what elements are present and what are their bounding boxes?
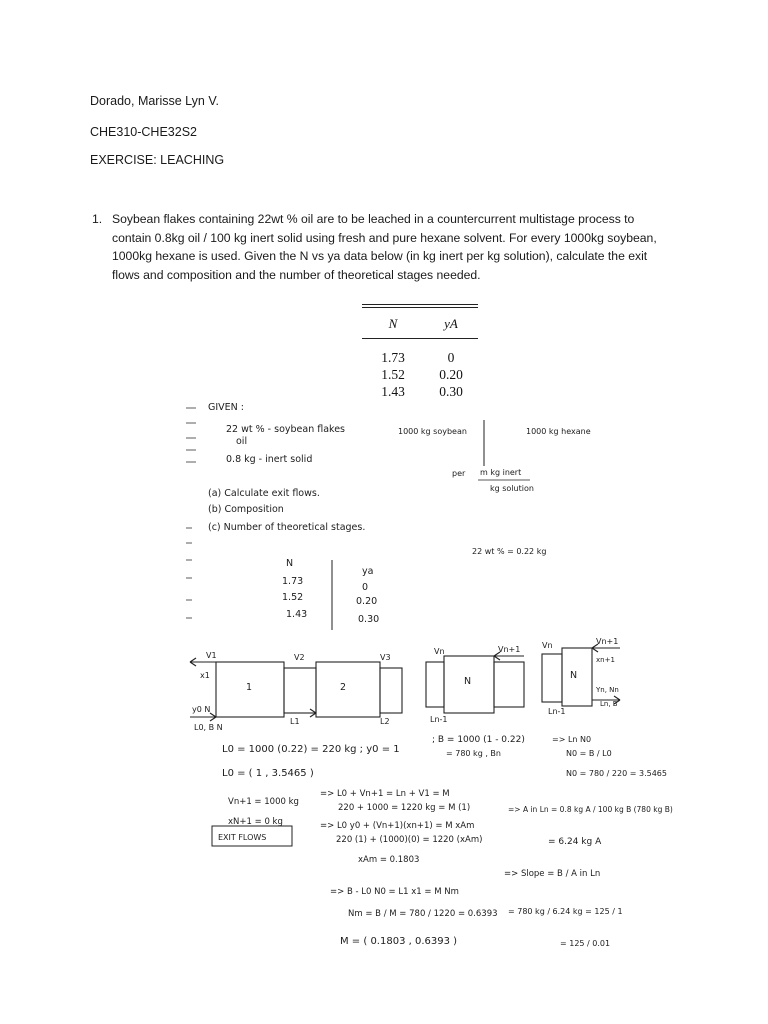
hw-given-2: 0.8 kg - inert solid [226,454,313,465]
hw-d-stage-1: 1 [246,682,253,693]
hw-d-lnb: Ln, B [600,700,618,708]
hw-d-vn-b: Vn [542,641,553,650]
hw-table-ya: ya [362,566,374,577]
hw-eq-5: N0 = B / L0 [566,749,612,758]
hw-part-a: (a) Calculate exit flows. [208,488,320,499]
table-header-ya: yA [444,316,458,331]
table-cell: 0 [447,350,455,365]
hw-eq-22: Nm = B / M = 780 / 1220 = 0.6393 [348,909,498,919]
hw-table-n: N [286,558,294,569]
hw-n-1: 1.73 [282,576,304,587]
problem-number: 1. [92,212,103,226]
hw-soybean: 1000 kg soybean [398,427,467,436]
hw-eq-21: => B - L0 N0 = L1 x1 = M Nm [330,887,459,897]
hw-eq-16: => A in Ln = 0.8 kg A / 100 kg B (780 kg B) [508,805,673,814]
hw-y-3: 0.30 [358,614,380,625]
hw-d-y0n: y0 N [192,705,211,714]
hw-eq-14: 220 (1) + (1000)(0) = 1220 (xAm) [336,835,483,845]
hw-wt: 22 wt % = 0.22 kg [472,547,547,556]
stage-n-right-box [494,662,524,707]
hw-eq-18: => Slope = B / A in Ln [504,869,601,879]
hw-d-yn: Yn, Nn [596,686,619,694]
hw-d-ln1-b: Ln-1 [548,707,566,716]
hw-d-vn: Vn [434,647,445,656]
hw-eq-17: = 6.24 kg A [548,837,602,847]
hw-d-v1: V1 [206,651,217,660]
hw-eq-4: => Ln N0 [552,735,592,744]
table-cell: 0.20 [439,367,463,382]
table-cell: 1.43 [381,384,405,399]
hw-eq-19: = 780 kg / 6.24 kg = 125 / 1 [508,907,623,916]
hw-n-2: 1.52 [282,592,304,603]
hw-eq-15: xAm = 0.1803 [358,855,420,865]
author-name: Dorado, Marisse Lyn V. [90,94,219,108]
hw-eq-6: N0 = 780 / 220 = 3.5465 [566,769,667,778]
hw-d-l0: L0, B N [194,723,223,732]
hw-d-stage-n: N [464,676,472,687]
hw-eq-13: => L0 y0 + (Vn+1)(xn+1) = M xAm [320,821,475,831]
hw-eq-1: L0 = 1000 (0.22) = 220 kg ; y0 = 1 [222,744,400,755]
stage-nb-left-box [542,654,562,702]
hw-d-vn1-b: Vn+1 [596,637,619,646]
hw-y-1: 0 [362,582,369,593]
stage-n-left-box [426,662,444,707]
hw-eq-12: EXIT FLOWS [218,833,267,842]
hw-hexane: 1000 kg hexane [526,427,591,436]
stage-2-box [316,662,380,717]
hw-given-1b: oil [236,436,248,447]
hw-part-b: (b) Composition [208,504,284,515]
problem-text: Soybean flakes containing 22wt % oil are to be leached in a countercurrent multistage process to contain 0.8kg oil / 100 kg inert solid using fresh and pure hexane solvent. For every 1000kg soybean, 1000kg hexane is used. Given the N vs ya data below (in kg inert per kg solution), calculate the exit flows and composition and the number of theoretical stages needed. [112,212,657,282]
hw-d-xn1: xn+1 [596,656,615,664]
hw-d-v2: V2 [294,653,305,662]
hw-kg-inert: m kg inert [480,468,522,477]
hw-d-stage-n-b: N [570,670,578,681]
exercise-title: EXERCISE: LEACHING [90,153,225,167]
hw-d-l1: L1 [290,717,300,726]
hw-given: GIVEN : [208,402,244,413]
hw-eq-2: ; B = 1000 (1 - 0.22) [432,735,525,745]
hw-part-c: (c) Number of theoretical stages. [208,522,366,533]
hw-eq-11: xN+1 = 0 kg [228,817,283,827]
hw-eq-7: L0 = ( 1 , 3.5465 ) [222,768,314,779]
hw-d-stage-2: 2 [340,682,347,693]
hw-per: per [452,469,466,478]
hw-d-x1: x1 [200,671,210,680]
table-header-n: N [388,316,398,331]
hw-kg-solution: kg solution [490,484,534,493]
hw-eq-9: 220 + 1000 = 1220 kg = M (1) [338,803,471,813]
course-code: CHE310-CHE32S2 [90,125,197,139]
hw-eq-10: Vn+1 = 1000 kg [228,797,299,807]
stage-link-box [284,668,316,713]
hw-d-ln1: Ln-1 [430,715,448,724]
hw-eq-23: M = ( 0.1803 , 0.6393 ) [340,936,458,947]
hw-n-3: 1.43 [286,609,308,620]
margin-marks [186,408,196,618]
table-cell: 1.73 [381,350,405,365]
hw-eq-20: = 125 / 0.01 [560,939,611,948]
hw-y-2: 0.20 [356,596,378,607]
table-cell: 0.30 [439,384,463,399]
hw-given-1: 22 wt % - soybean flakes [226,424,346,435]
hw-d-v3: V3 [380,653,391,662]
stage-end-box [380,668,402,713]
hw-eq-8: => L0 + Vn+1 = Ln + V1 = M [320,789,450,799]
table-cell: 1.52 [381,367,405,382]
hw-eq-3: = 780 kg , Bn [446,749,501,758]
hw-d-l2: L2 [380,717,390,726]
hw-d-vn1: Vn+1 [498,645,521,654]
